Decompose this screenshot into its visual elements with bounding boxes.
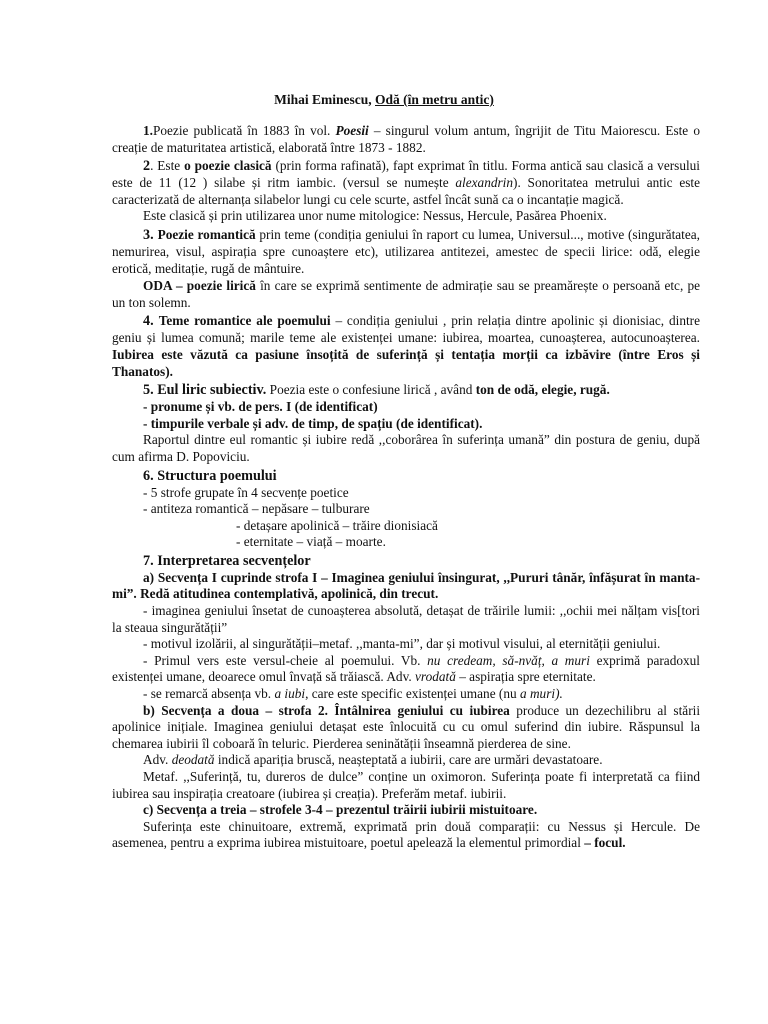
sequence-b-item-3: Metaf. ,,Suferință, tu, dureros de dulce” conține un oximoron. Suferința poate fi interpretată ca fiind iubirea sau inspirația creatoare (iubirea și creația). Preferăm metaf. iubirii.: [112, 769, 700, 801]
sequence-a-item-3: - Primul vers este versul-cheie al poemului. Vb. nu credeam, să-nvăț, a muri exprimă paradoxul existenței umane, deoarece omul învață să trăiască. Adv. vrodată – aspirația spre eternitate.: [112, 652, 700, 685]
sequence-a-item-1: - imaginea geniului însetat de cunoașterea absolută, detașat de trăirile lumii: ,,ochii mei nălțam vis[tori la steaua singurătății”: [112, 603, 700, 635]
sequence-b-item-2: Adv. deodată indică apariția bruscă, neașteptată a iubirii, care are urmări devastatoare.: [143, 752, 603, 768]
sequence-a-item-2: - motivul izolării, al singurătății–metaf. ,,manta-mi”, dar și motivul visului, al eternității geniului.: [143, 636, 661, 652]
section-5-paragraph: Raportul dintre eul romantic și iubire redă ,,coborârea în suferința umană” din postura de geniu, după cum afirma D. Popoviciu.: [112, 432, 700, 464]
section-6-item-1: - 5 strofe grupate în 4 secvențe poetice: [143, 484, 349, 500]
section-6-item-3: - detașare apolinică – trăire dionisiacă: [236, 517, 438, 533]
section-6-heading: 6. Structura poemului: [143, 467, 277, 484]
section-1: 1.Poezie publicată în 1883 în vol. Poesii – singurul volum antum, îngrijit de Titu Maiorescu. Este o creație de maturitatea artistică, elaborată între 1873 - 1882.: [112, 123, 700, 155]
section-2-paragraph: Este clasică și prin utilizarea unor nume mitologice: Nessus, Hercule, Pasărea Phoenix.: [143, 208, 607, 224]
sequence-c-heading: c) Secvența a treia – strofele 3-4 – prezentul trăirii iubirii mistuitoare.: [143, 802, 538, 818]
section-2: 2. Este o poezie clasică (prin forma rafinată), fapt exprimat în titlu. Forma antică sau clasică a versului este de 11 (12 ) silabe și ritm iambic. (versul se numește alexandrin). Sonoritatea metrului antic este caracterizată de alternanța silabelor lungi cu cele scurte, astfel încât sună ca o incantație magică.: [112, 158, 701, 207]
section-5: 5. Eul liric subiectiv. Poezia este o confesiune lirică , având ton de odă, elegie, rugă.: [143, 382, 610, 399]
section-3: 3. Poezie romantică prin teme (condiția geniului în raport cu lumea, Universul..., motive (singurătatea, nemurirea, visul, aspirația spre cunoaștere etc), utilizarea antitezei, amestec de specii lirice: odă, elegie erotică, meditație, rugă de mântuire.: [112, 226, 700, 276]
section-4: 4. Teme romantice ale poemului – condiția geniului , prin relația dintre apolinic și dionisiac, dintre geniu și lumea comună; marile teme ale existenței umane: iubirea, moartea, cunoașterea, autocunoașterea. Iubirea este văzută ca pasiune însoțită de suferință și tentația morții ca izbăvire (între Eros și Thanatos).: [112, 313, 700, 379]
work-title: Odă (în metru antic): [375, 92, 494, 107]
section-5-item-2: - timpurile verbale și adv. de timp, de spațiu (de identificat).: [143, 415, 483, 431]
section-6-item-2: - antiteza romantică – nepăsare – tulburare: [143, 501, 370, 517]
document-body: [112, 123, 700, 852]
section-6-item-4: - eternitate – viață – moarte.: [236, 534, 386, 550]
oda-definition: ODA – poezie lirică în care se exprimă sentimente de admirație sau se preamărește o persoană etc, pe un ton solemn.: [112, 278, 700, 310]
sequence-a-item-4: - se remarcă absența vb. a iubi, care este specific existenței umane (nu a muri).: [143, 686, 563, 702]
section-5-item-1: - pronume și vb. de pers. I (de identificat): [143, 399, 378, 415]
sequence-a-heading: a) Secvența I cuprinde strofa I – Imaginea geniului însingurat, ,,Pururi tânăr, înfășurat în manta-mi”. Redă atitudinea contemplativă, apolinică, din trecut.: [112, 569, 700, 602]
page-title: Mihai Eminescu, Odă (în metru antic): [274, 92, 494, 107]
section-7-heading: 7. Interpretarea secvențelor: [143, 552, 311, 569]
sequence-c-paragraph: Suferința este chinuitoare, extremă, exprimată prin două comparații: cu Nessus și Hercule. De asemenea, pentru a exprima iubirea mistuitoare, poetul apelează la elementul primordial – focul.: [112, 818, 700, 851]
sequence-b: b) Secvența a doua – strofa 2. Întâlnirea geniului cu iubirea produce un dezechilibru al stării apolinice inițiale. Imaginea geniului detașat este înlocuită cu cu omul suferind din iubire. Răspunsul la chemarea iubirii îl coboară în teluric. Pierderea seninătății înseamnă pierderea de sine.: [112, 702, 701, 751]
